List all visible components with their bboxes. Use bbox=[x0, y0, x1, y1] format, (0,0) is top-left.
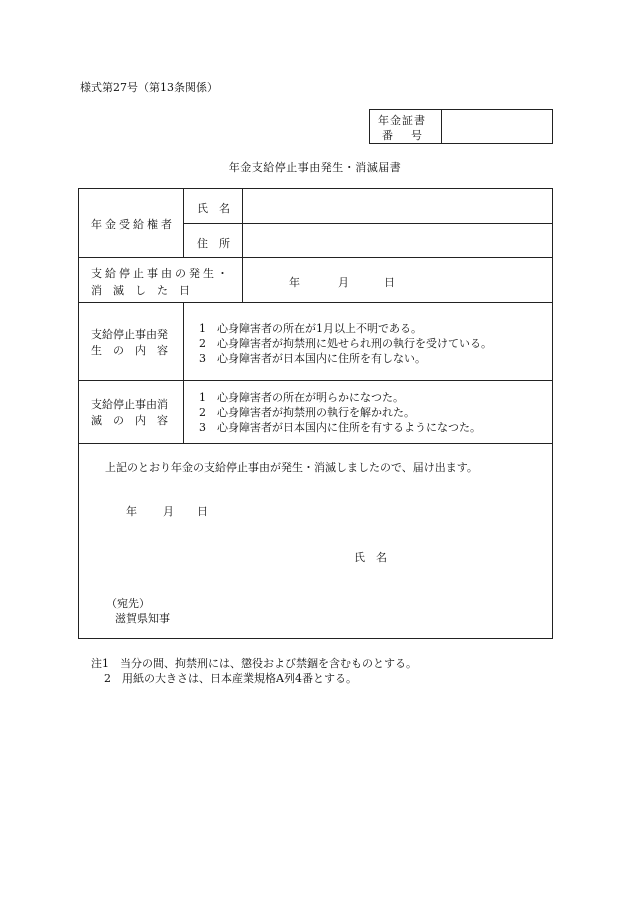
declaration-month-label: 月 bbox=[163, 505, 174, 518]
declaration-statement: 上記のとおり年金の支給停止事由が発生・消滅しましたので、届け出ます。 bbox=[105, 461, 478, 474]
extinction-item[interactable]: 3 心身障害者が日本国内に住所を有するようになつた。 bbox=[199, 421, 481, 434]
address-label: 住 所 bbox=[197, 237, 230, 250]
certificate-number-field[interactable] bbox=[442, 110, 552, 143]
row-divider bbox=[79, 443, 552, 444]
row-divider bbox=[79, 257, 552, 258]
pension-certificate-number-box bbox=[369, 109, 553, 144]
declaration-year-label: 年 bbox=[126, 505, 137, 518]
note-2: 2 用紙の大きさは、日本産業規格A列4番とする。 bbox=[104, 672, 357, 685]
recipient-address-field[interactable] bbox=[249, 235, 539, 251]
form-number: 様式第27号（第13条関係） bbox=[80, 81, 218, 94]
extinction-item[interactable]: 2 心身障害者が拘禁刑の執行を解かれた。 bbox=[199, 406, 415, 419]
event-date-label-line1: 支給停止事由の発生・ bbox=[91, 267, 231, 280]
column-divider bbox=[183, 302, 184, 443]
extinction-item[interactable]: 1 心身障害者の所在が明らかになつた。 bbox=[199, 391, 404, 404]
note-1: 注1 当分の間、拘禁刑には、懲役および禁錮を含むものとする。 bbox=[91, 657, 417, 670]
event-year-label: 年 bbox=[289, 276, 300, 289]
column-divider bbox=[242, 189, 243, 257]
addressee: 滋賀県知事 bbox=[115, 612, 170, 625]
row-divider bbox=[183, 223, 552, 224]
occurrence-item[interactable]: 1 心身障害者の所在が1月以上不明である。 bbox=[199, 322, 422, 335]
declaration-day-label: 日 bbox=[197, 505, 208, 518]
form-table bbox=[78, 188, 553, 639]
extinction-label-line2: 滅 の 内 容 bbox=[91, 414, 168, 427]
name-label: 氏 名 bbox=[197, 202, 230, 215]
certificate-label-line2: 番号 bbox=[382, 129, 440, 142]
column-divider bbox=[183, 189, 184, 257]
form-title: 年金支給停止事由発生・消滅届書 bbox=[228, 161, 402, 174]
row-divider bbox=[79, 302, 552, 303]
event-month-label: 月 bbox=[338, 276, 349, 289]
row-divider bbox=[79, 380, 552, 381]
event-day-label: 日 bbox=[384, 276, 395, 289]
column-divider bbox=[242, 257, 243, 302]
certificate-number-label bbox=[370, 110, 442, 143]
occurrence-item[interactable]: 2 心身障害者が拘禁刑に処せられ刑の執行を受けている。 bbox=[199, 337, 492, 350]
addressee-label: （宛先） bbox=[106, 597, 150, 610]
recipient-label: 年金受給権者 bbox=[91, 218, 175, 231]
recipient-name-field[interactable] bbox=[249, 200, 539, 216]
occurrence-item[interactable]: 3 心身障害者が日本国内に住所を有しない。 bbox=[199, 352, 426, 365]
occurrence-label-line2: 生 の 内 容 bbox=[91, 344, 168, 357]
event-date-label-line2: 消 滅 し た 日 bbox=[91, 284, 190, 297]
declarant-name-label: 氏 名 bbox=[354, 551, 387, 564]
occurrence-label-line1: 支給停止事由発 bbox=[91, 328, 168, 341]
extinction-label-line1: 支給停止事由消 bbox=[91, 398, 168, 411]
certificate-label-line1: 年金証書 bbox=[378, 114, 426, 127]
